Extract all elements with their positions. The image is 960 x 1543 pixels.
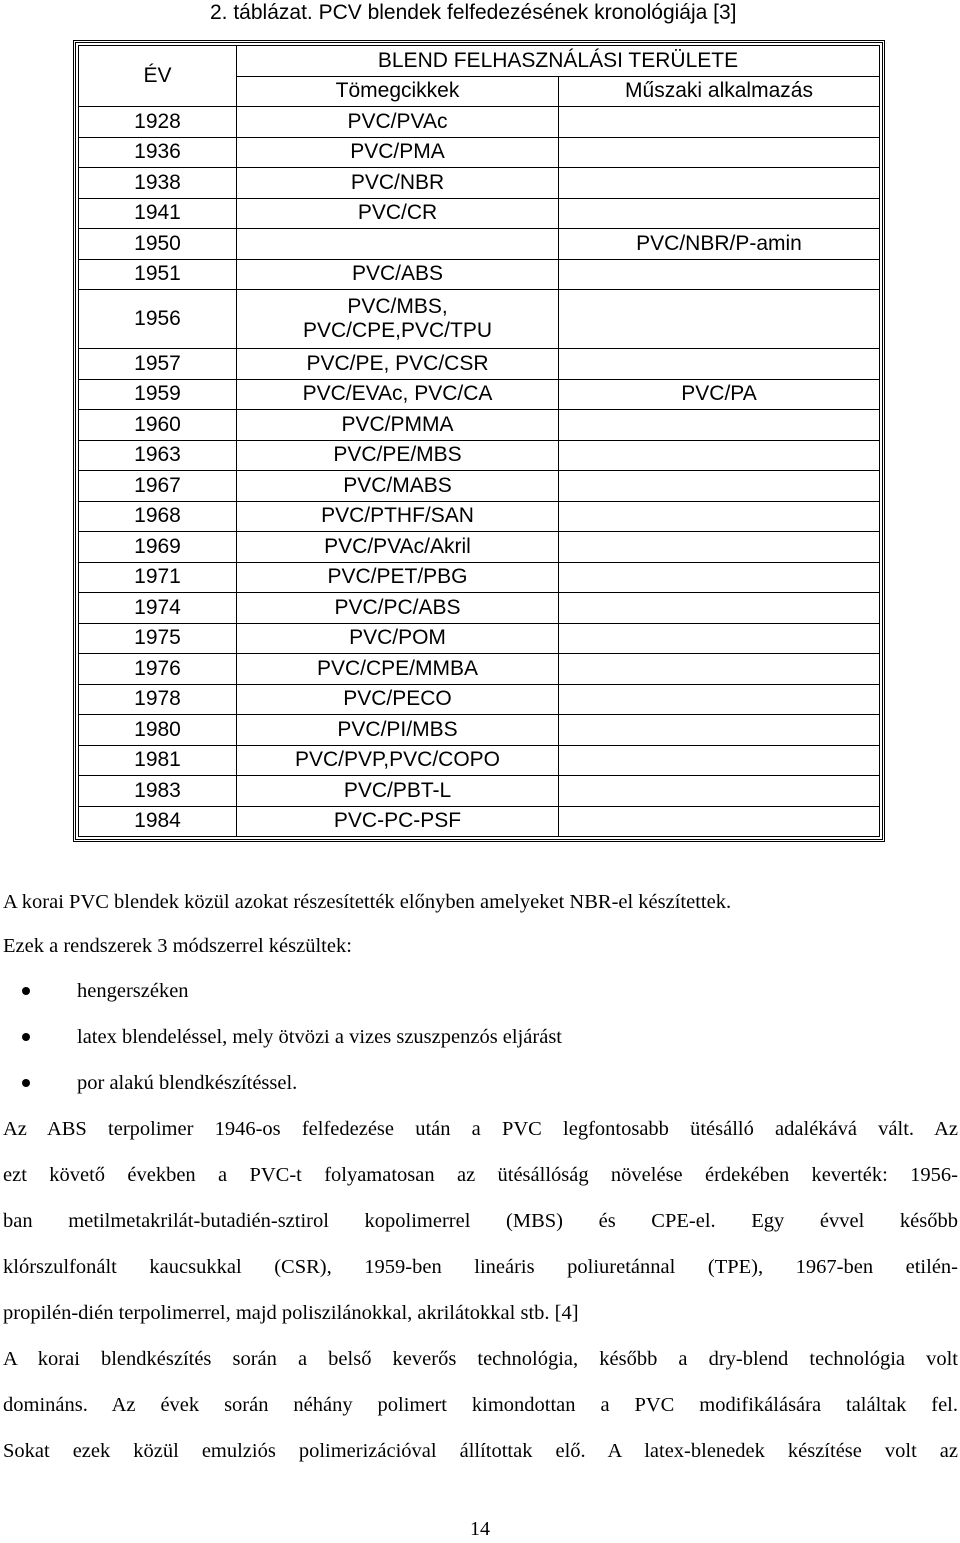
table-header-row (79, 46, 880, 77)
technical-application-cell (559, 593, 880, 624)
mass-products-cell: PVC/PET/PBG (237, 562, 559, 593)
mass-products-cell: PVC/CR (237, 198, 559, 229)
paragraph-methods-intro: Ezek a rendszerek 3 módszerrel készültek: (3, 935, 352, 957)
year-cell: 1941 (79, 198, 237, 229)
technical-application-cell (559, 501, 880, 532)
text-line: A korai blendkészítés során a belső keverős technológia, később a dry-blend technológia volt (3, 1348, 958, 1370)
blend-table-frame (73, 40, 885, 842)
mass-products-cell: PVC/PBT-L (237, 776, 559, 807)
year-cell: 1975 (79, 623, 237, 654)
year-cell: 1938 (79, 168, 237, 199)
mass-products-cell: PVC/ABS (237, 259, 559, 290)
table-row (79, 806, 880, 837)
table-row (79, 776, 880, 807)
table-row (79, 379, 880, 410)
technical-application-cell (559, 623, 880, 654)
technical-application-cell (559, 198, 880, 229)
mass-products-cell: PVC/PMMA (237, 410, 559, 441)
mass-products-cell: PVC/MABS (237, 471, 559, 502)
year-cell: 1956 (79, 290, 237, 349)
table-row (79, 229, 880, 260)
year-column-header: ÉV (79, 46, 237, 107)
mass-products-cell: PVC/POM (237, 623, 559, 654)
technical-application-cell (559, 259, 880, 290)
year-cell: 1968 (79, 501, 237, 532)
table-row (79, 532, 880, 563)
mass-products-cell (237, 290, 559, 349)
technical-application-cell (559, 654, 880, 685)
table-row (79, 107, 880, 138)
table-row (79, 745, 880, 776)
table-row (79, 168, 880, 199)
bullet-icon (22, 987, 30, 995)
technical-application-cell (559, 107, 880, 138)
mass-products-cell: PVC-PC-PSF (237, 806, 559, 837)
mass-products-cell: PVC/PE/MBS (237, 440, 559, 471)
year-cell: 1959 (79, 379, 237, 410)
year-cell: 1957 (79, 349, 237, 380)
mass-products-header: Tömegcikkek (237, 76, 559, 107)
mass-products-cell: PVC/PE, PVC/CSR (237, 349, 559, 380)
technical-application-cell (559, 745, 880, 776)
mass-products-cell: PVC/EVAc, PVC/CA (237, 379, 559, 410)
mass-products-line: PVC/MBS, (347, 295, 448, 318)
list-item (3, 1014, 958, 1060)
year-cell: 1971 (79, 562, 237, 593)
year-cell: 1978 (79, 684, 237, 715)
technical-application-cell (559, 168, 880, 199)
technical-application-cell (559, 806, 880, 837)
year-cell: 1951 (79, 259, 237, 290)
list-item (3, 968, 958, 1014)
table-row (79, 623, 880, 654)
technical-application-cell (559, 440, 880, 471)
methods-list (3, 968, 958, 1106)
year-cell: 1967 (79, 471, 237, 502)
year-cell: 1936 (79, 137, 237, 168)
table-caption: 2. táblázat. PCV blendek felfedezésének kronológiája [3] (210, 1, 737, 24)
technical-application-cell (559, 410, 880, 441)
table-row (79, 715, 880, 746)
text-line: domináns. Az évek során néhány polimert kimondottan a PVC modifikálására találtak fel. (3, 1394, 958, 1416)
year-cell: 1974 (79, 593, 237, 624)
technical-application-cell (559, 715, 880, 746)
table-body (79, 46, 880, 837)
year-cell: 1960 (79, 410, 237, 441)
year-cell: 1950 (79, 229, 237, 260)
technical-application-header: Műszaki alkalmazás (559, 76, 880, 107)
technical-application-cell (559, 349, 880, 380)
technical-application-cell: PVC/PA (559, 379, 880, 410)
page-number: 14 (470, 1518, 490, 1540)
year-cell: 1984 (79, 806, 237, 837)
body-text (3, 880, 958, 1474)
list-item-text: por alakú blendkészítéssel. (77, 1072, 298, 1094)
mass-products-cell: PVC/NBR (237, 168, 559, 199)
table-row (79, 440, 880, 471)
technical-application-cell (559, 562, 880, 593)
year-cell: 1976 (79, 654, 237, 685)
mass-products-cell (237, 229, 559, 260)
technical-application-cell (559, 137, 880, 168)
table-row (79, 137, 880, 168)
mass-products-cell: PVC/PC/ABS (237, 593, 559, 624)
table-row (79, 654, 880, 685)
year-cell: 1928 (79, 107, 237, 138)
table-row (79, 501, 880, 532)
technical-application-cell (559, 532, 880, 563)
year-cell: 1983 (79, 776, 237, 807)
table-row (79, 410, 880, 441)
mass-products-cell: PVC/CPE/MMBA (237, 654, 559, 685)
list-item-text: latex blendeléssel, mely ötvözi a vizes szuszpenzós eljárást (77, 1026, 562, 1048)
blend-chronology-table (78, 45, 880, 837)
table-row (79, 198, 880, 229)
table-row (79, 290, 880, 349)
list-item-text: hengerszéken (77, 980, 189, 1002)
technical-application-cell: PVC/NBR/P-amin (559, 229, 880, 260)
technical-application-cell (559, 290, 880, 349)
list-item (3, 1060, 958, 1106)
table-row (79, 259, 880, 290)
paragraph-early-blends: A korai PVC blendek közül azokat részesítették előnyben amelyeket NBR-el készítettek. (3, 891, 732, 913)
bullet-icon (22, 1079, 30, 1087)
paragraph-blend-technology (3, 1336, 958, 1474)
mass-products-line: PVC/CPE,PVC/TPU (302, 319, 493, 342)
mass-products-cell: PVC/PVAc/Akril (237, 532, 559, 563)
year-cell: 1981 (79, 745, 237, 776)
year-cell: 1969 (79, 532, 237, 563)
text-line: Az ABS terpolimer 1946-os felfedezése után a PVC legfontosabb ütésálló adalékává vált. Az (3, 1118, 958, 1140)
mass-products-cell: PVC/PVP,PVC/COPO (237, 745, 559, 776)
technical-application-cell (559, 471, 880, 502)
text-line: propilén-dién terpolimerrel, majd poliszilánokkal, akrilátokkal stb. [4] (3, 1302, 579, 1324)
table-row (79, 593, 880, 624)
paragraph-abs (3, 1106, 958, 1336)
year-cell: 1980 (79, 715, 237, 746)
table-row (79, 349, 880, 380)
mass-products-cell: PVC/PVAc (237, 107, 559, 138)
table-row (79, 562, 880, 593)
technical-application-cell (559, 776, 880, 807)
blend-usage-header: BLEND FELHASZNÁLÁSI TERÜLETE (237, 46, 880, 77)
mass-products-cell: PVC/PECO (237, 684, 559, 715)
mass-products-cell: PVC/PI/MBS (237, 715, 559, 746)
text-line: klórszulfonált kaucsukkal (CSR), 1959-ben lineáris poliuretánnal (TPE), 1967-ben etilén- (3, 1256, 958, 1278)
text-line: Sokat ezek közül emulziós polimerizációval állítottak elő. A latex-blenedek készítése volt az (3, 1440, 958, 1462)
table-row (79, 684, 880, 715)
table-row (79, 471, 880, 502)
mass-products-cell: PVC/PTHF/SAN (237, 501, 559, 532)
text-line: ezt követő években a PVC-t folyamatosan az ütésállóság növelése érdekében keverték: 1956- (3, 1164, 958, 1186)
text-line: ban metilmetakrilát-butadién-sztirol kopolimerrel (MBS) és CPE-el. Egy évvel később (3, 1210, 958, 1232)
bullet-icon (22, 1033, 30, 1041)
year-cell: 1963 (79, 440, 237, 471)
technical-application-cell (559, 684, 880, 715)
mass-products-cell: PVC/PMA (237, 137, 559, 168)
